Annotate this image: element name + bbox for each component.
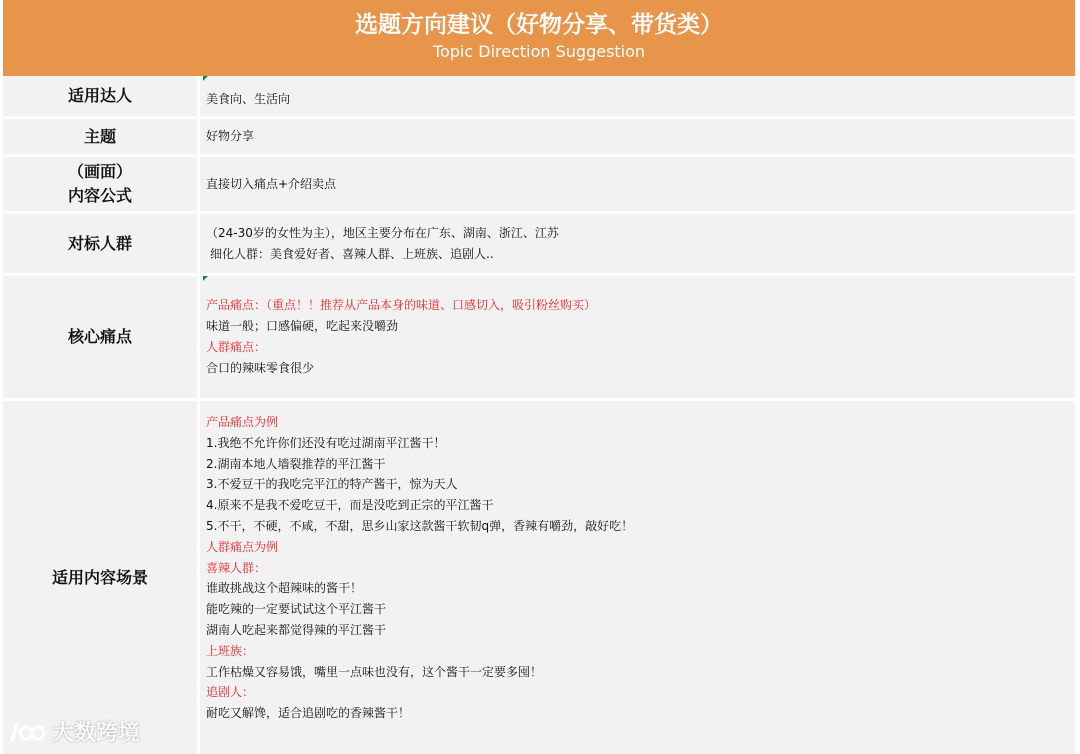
content-line: 合口的辣味零食很少 [206, 361, 315, 375]
row-content [203, 119, 1075, 154]
row-content [203, 76, 1075, 116]
row-content [203, 401, 1075, 754]
content-line: 工作枯燥又容易饿，嘴里一点味也没有，这个酱干一定要多囤！ [206, 664, 543, 679]
content-line: 5.不干，不硬，不咸，不甜，思乡山家这款酱干软韧q弹，香辣有嚼劲，敲好吃！ [206, 518, 634, 533]
content-line: 追剧人： [206, 685, 255, 700]
content-line: 1.我绝不允许你们还没有吃过湖南平江酱干！ [206, 435, 446, 450]
table-row-applicable-creators [3, 76, 1075, 119]
row-label: 核心痛点 [3, 276, 200, 398]
content-line: 人群痛点为例 [206, 539, 279, 554]
row-label: （画面） 内容公式 [3, 157, 200, 211]
content-line: 好物分享 [206, 129, 255, 143]
content-line: 能吃辣的一定要试试这个平江酱干 [206, 602, 387, 617]
content-line: 味道一般；口感偏硬，吃起来没嚼劲 [206, 319, 399, 333]
row-content [203, 276, 1075, 398]
row-content [203, 157, 1075, 211]
content-line: 4.原来不是我不爱吃豆干，而是没吃到正宗的平江酱干 [206, 498, 494, 513]
page-subtitle: Topic Direction Suggestion [432, 42, 646, 61]
watermark [8, 716, 140, 747]
row-content [203, 214, 1075, 273]
content-line: 湖南人吃起来都觉得辣的平江酱干 [206, 622, 387, 637]
content-line: 细化人群：美食爱好者、喜辣人群、上班族、追剧人.. [210, 246, 494, 261]
row-label: 主题 [3, 119, 200, 154]
content-line: 产品痛点：（重点！！推荐从产品本身的味道、口感切入，吸引粉丝购买） [206, 298, 597, 312]
content-line: （24-30岁的女性为主），地区主要分布在广东、湖南、浙江、江苏 [206, 225, 559, 240]
content-line: 产品痛点为例 [206, 415, 279, 429]
content-line: 直接切入痛点+介绍卖点 [206, 176, 337, 191]
table-row-content-formula [3, 157, 1075, 214]
watermark-text: 大数跨境 [52, 721, 141, 746]
content-line: 谁敢挑战这个超辣味的酱干！ [206, 581, 363, 596]
table-row-target-audience [3, 214, 1075, 276]
row-label: 对标人群 [3, 214, 200, 273]
table-row-core-pain-points [3, 276, 1075, 401]
table-row-content-scenarios [3, 401, 1075, 754]
table-row-theme [3, 119, 1075, 157]
content-line: 2.湖南本地人墙裂推荐的平江酱干 [206, 456, 386, 471]
content-line: 人群痛点： [206, 340, 267, 354]
brand-logo-icon [8, 718, 46, 746]
page-title: 选题方向建议（好物分享、带货类） [355, 12, 723, 38]
content-line: 上班族： [206, 643, 255, 658]
row-label: 适用达人 [3, 76, 200, 116]
content-line: 喜辣人群： [206, 560, 267, 575]
content-line: 3.不爱豆干的我吃完平江的特产酱干，惊为天人 [206, 477, 458, 492]
header-banner [3, 0, 1075, 76]
content-line: 美食向、生活向 [206, 92, 291, 106]
content-line: 耐吃又解馋，适合追剧吃的香辣酱干！ [206, 706, 411, 721]
row-label: 适用内容场景 [3, 401, 200, 754]
